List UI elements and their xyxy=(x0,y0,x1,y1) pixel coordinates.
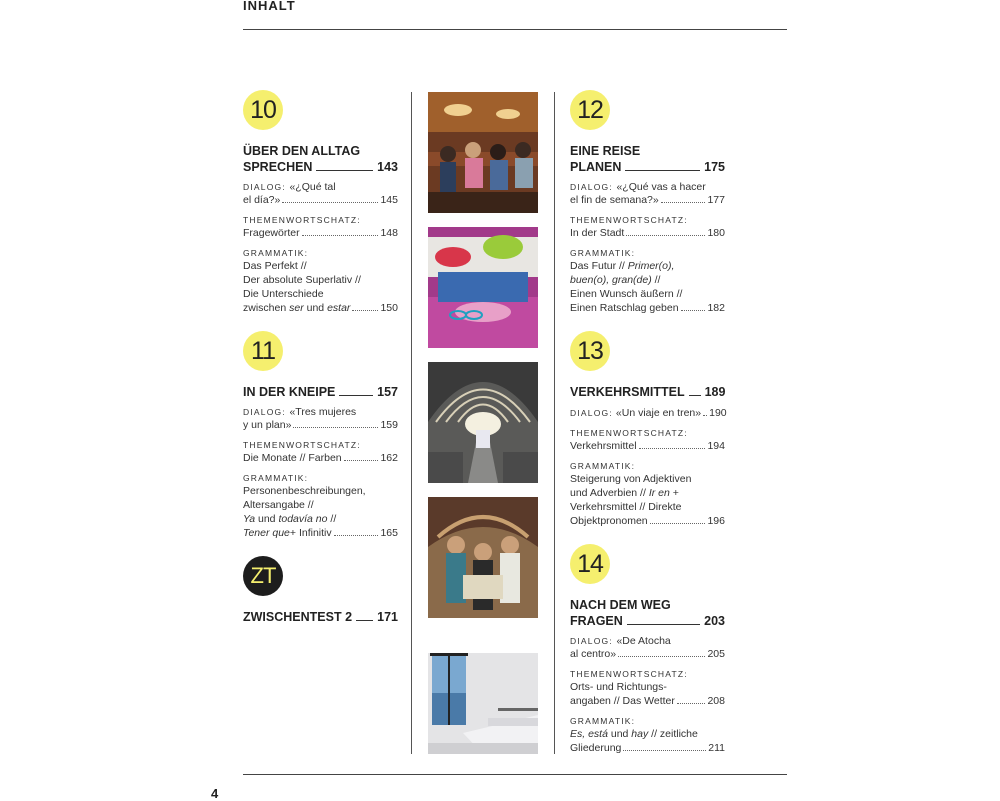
chapter-13[interactable] xyxy=(570,331,725,528)
chapter-number-badge: 12 xyxy=(570,90,610,130)
toc-entry-grammar[interactable]: GRAMMATIK: Es, está und hay // zeitliche Gliederung 211 xyxy=(570,716,725,754)
toc-entry-grammar[interactable]: GRAMMATIK: Das Perfekt // Der absolute Superlativ // Die Unterschiede zwischen ser und estar 150 xyxy=(243,248,398,314)
toc-entry-dialog[interactable]: DIALOG: «¿Qué vas a hacer el fin de semana?» 177 xyxy=(570,181,725,206)
column-divider-left xyxy=(411,92,412,754)
toc-entry-vocabulary[interactable]: THEMENWORTSCHATZ: Die Monate // Farben 162 xyxy=(243,440,398,464)
page-number: 4 xyxy=(211,786,219,801)
train-station-photo xyxy=(428,362,538,483)
toc-entry-dialog[interactable]: DIALOG: «¿Qué tal el día?» 145 xyxy=(243,181,398,206)
chapter-page: 143 xyxy=(377,160,398,174)
toc-entry-grammar[interactable]: GRAMMATIK: Personenbeschreibungen, Altersangabe // Ya und todavía no // Tener que + Infinitiv 165 xyxy=(243,473,398,539)
column-divider-right xyxy=(554,92,555,754)
page-header-title: INHALT xyxy=(243,0,296,13)
chapter-number-badge: 13 xyxy=(570,331,610,371)
bar-scene-photo xyxy=(428,92,538,213)
toc-entry-dialog[interactable]: DIALOG: «Un viaje en tren» 190 xyxy=(570,407,727,419)
header-rule xyxy=(243,29,787,30)
chapter-number-badge: 14 xyxy=(570,544,610,584)
tourists-map-photo xyxy=(428,497,538,618)
chapter-title: NACH DEM WEG FRAGEN 203 xyxy=(570,598,725,628)
toc-entry-grammar[interactable]: GRAMMATIK: Das Futur // Primer(o), buen(o), gran(de) // Einen Wunsch äußern // Einen Ratschlag geben 182 xyxy=(570,248,725,314)
chapter-page: 175 xyxy=(704,160,725,174)
footer-rule xyxy=(243,774,787,775)
toc-entry-vocabulary[interactable]: THEMENWORTSCHATZ: Orts- und Richtungs- angaben // Das Wetter 208 xyxy=(570,669,725,707)
chapter-zwischentest[interactable] xyxy=(243,556,398,625)
chapter-title: ÜBER DEN ALLTAG SPRECHEN 143 xyxy=(243,144,398,174)
toc-entry-vocabulary[interactable]: THEMENWORTSCHATZ: Fragewörter 148 xyxy=(243,215,398,239)
chapter-number-badge: 11 xyxy=(243,331,283,371)
toc-entry-grammar[interactable]: GRAMMATIK: Steigerung von Adjektiven und Adverbien // Ir en + Verkehrsmittel // Direkte Objektpronomen 196 xyxy=(570,461,725,527)
chapter-12[interactable] xyxy=(570,90,725,315)
toc-entry-vocabulary[interactable]: THEMENWORTSCHATZ: In der Stadt 180 xyxy=(570,215,725,239)
chapter-title: EINE REISE PLANEN 175 xyxy=(570,144,725,174)
chapter-title: IN DER KNEIPE 157 xyxy=(243,385,398,399)
toc-column-right xyxy=(570,90,725,769)
chapter-11[interactable] xyxy=(243,331,398,540)
chapter-page: 157 xyxy=(377,385,398,399)
toc-entry-dialog[interactable]: DIALOG: «De Atocha al centro» 205 xyxy=(570,635,725,660)
suitcase-photo xyxy=(428,227,538,348)
bedroom-photo xyxy=(428,633,538,754)
chapter-page: 203 xyxy=(704,614,725,628)
chapter-number-badge: ZT xyxy=(243,556,283,596)
chapter-number-badge: 10 xyxy=(243,90,283,130)
chapter-title: ZWISCHENTEST 2 171 xyxy=(243,610,398,624)
toc-entry-dialog[interactable]: DIALOG: «Tres mujeres y un plan» 159 xyxy=(243,406,398,431)
chapter-page: 171 xyxy=(377,610,398,624)
toc-column-left xyxy=(243,90,398,639)
chapter-10[interactable] xyxy=(243,90,398,315)
toc-entry-vocabulary[interactable]: THEMENWORTSCHATZ: Verkehrsmittel 194 xyxy=(570,428,725,452)
chapter-14[interactable] xyxy=(570,544,725,755)
chapter-title: VERKEHRSMITTEL 189 xyxy=(570,385,726,399)
chapter-page: 189 xyxy=(704,385,726,399)
